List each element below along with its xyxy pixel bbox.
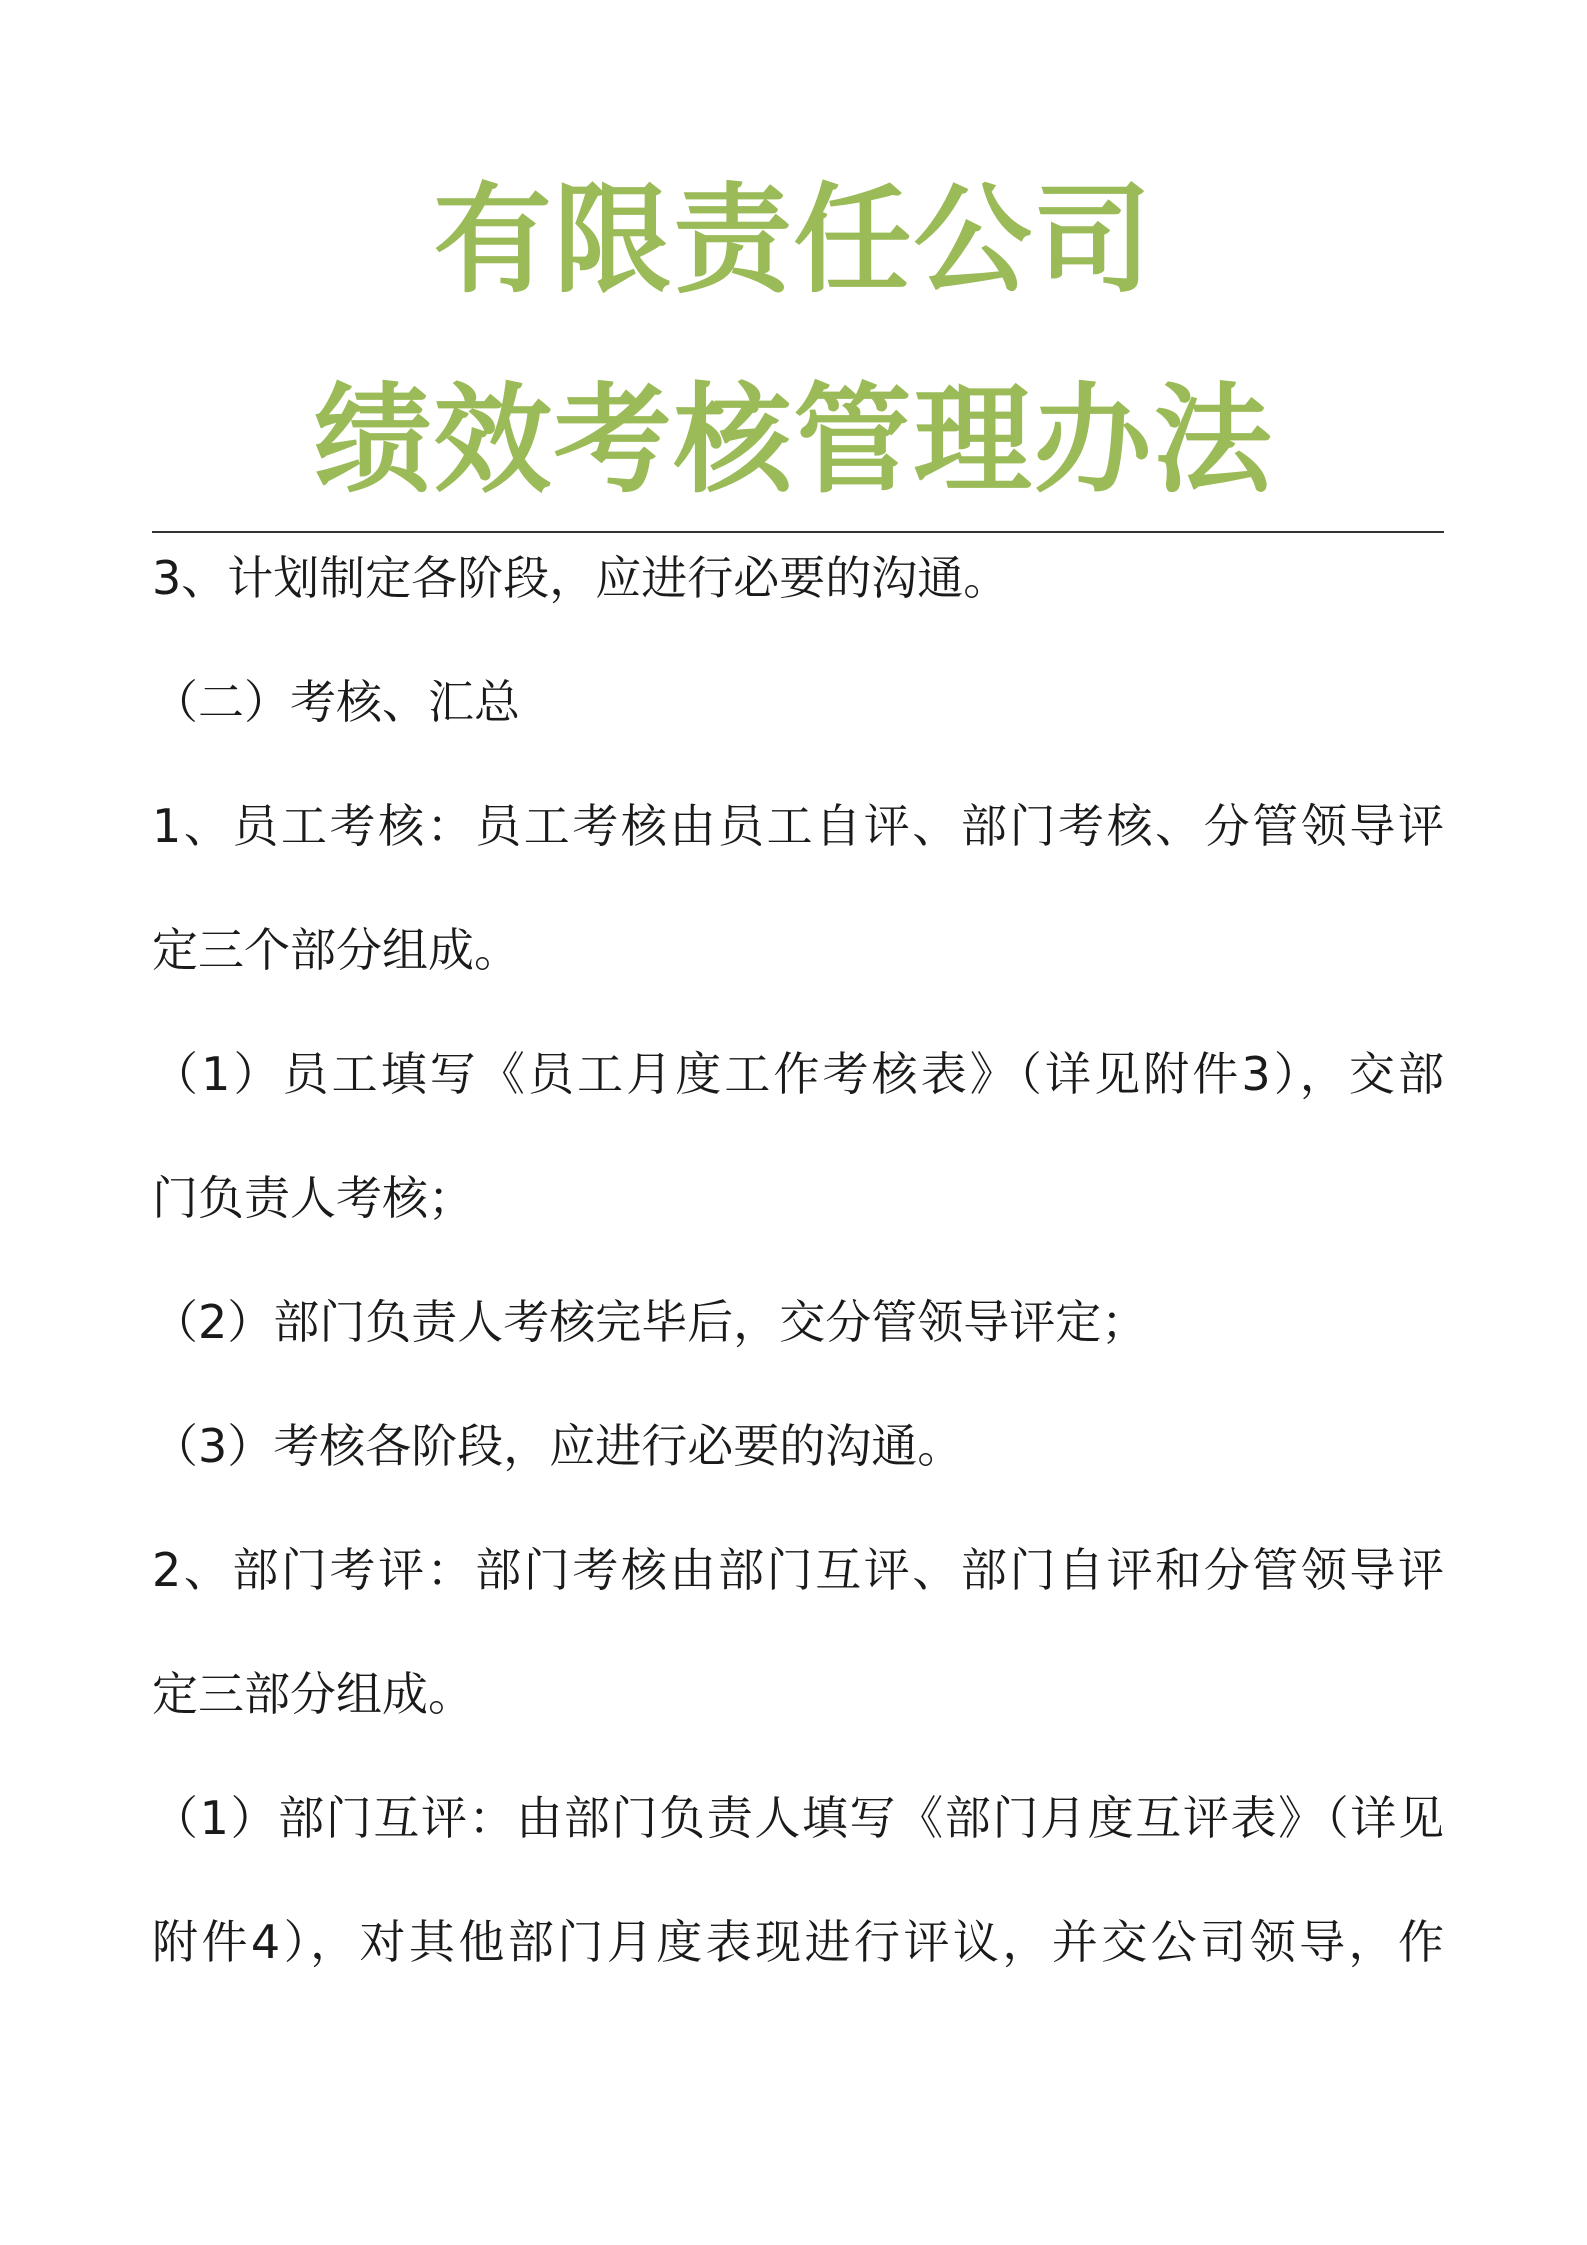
body-line: 门负责人考核； xyxy=(152,1171,474,1225)
title-line-company: 有限责任公司 xyxy=(433,171,1154,309)
title-divider xyxy=(152,531,1444,533)
body-line: （1）部门互评：由部门负责人填写《部门月度互评表》（详见 xyxy=(152,1791,1444,1845)
body-line: （1）员工填写《员工月度工作考核表》（详见附件3），交部 xyxy=(152,1047,1444,1101)
section-heading: （二）考核、汇总 xyxy=(152,675,520,729)
body-line: 3、计划制定各阶段，应进行必要的沟通。 xyxy=(152,551,1010,605)
body-line: （3）考核各阶段，应进行必要的沟通。 xyxy=(152,1419,964,1473)
document-title xyxy=(0,140,1587,540)
body-line: （2）部门负责人考核完毕后，交分管领导评定； xyxy=(152,1295,1148,1349)
title-line-method: 绩效考核管理办法 xyxy=(313,371,1274,509)
body-line: 附件4），对其他部门月度表现进行评议，并交公司领导，作 xyxy=(152,1915,1444,1969)
body-line: 定三部分组成。 xyxy=(152,1667,474,1721)
body-line: 定三个部分组成。 xyxy=(152,923,520,977)
body-line: 2、部门考评：部门考核由部门互评、部门自评和分管领导评 xyxy=(152,1543,1444,1597)
body-line: 1、员工考核：员工考核由员工自评、部门考核、分管领导评 xyxy=(152,799,1444,853)
document-body xyxy=(152,548,1444,2036)
